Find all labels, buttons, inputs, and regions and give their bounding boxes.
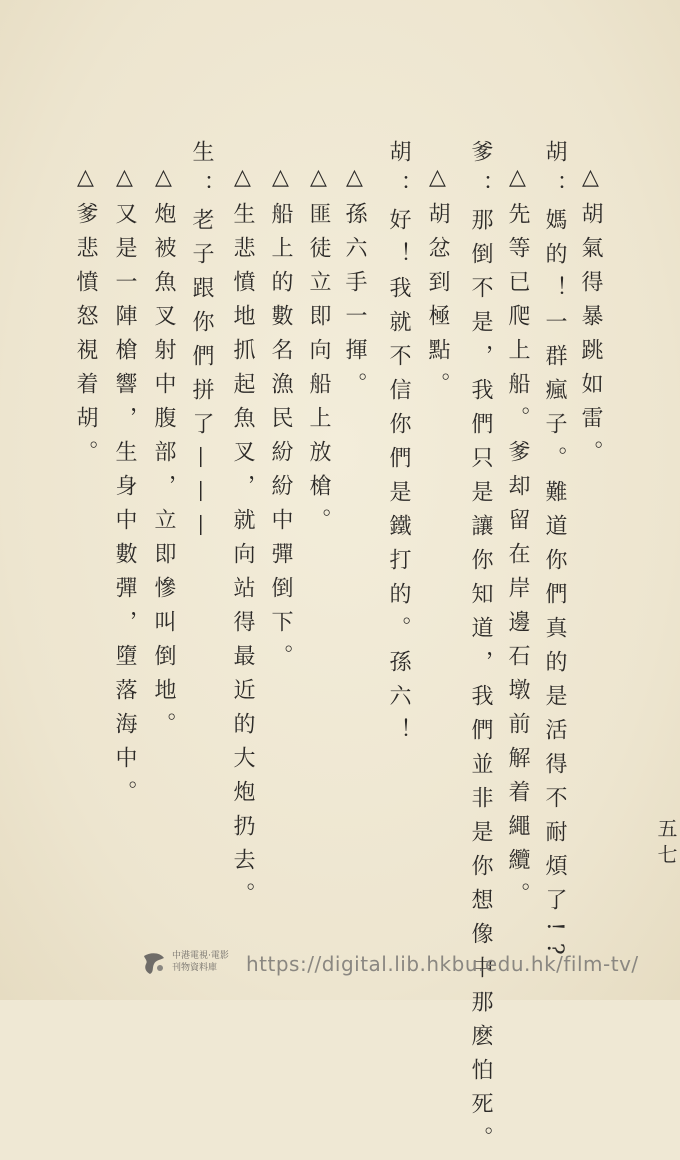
script-line-12: △炮被魚叉射中腹部，立即慘叫倒地。 (151, 165, 176, 746)
script-line-8: △匪徒立即向船上放槍。 (306, 165, 331, 542)
script-line-13: △又是一陣槍響，生身中數彈，墮落海中。 (112, 165, 137, 814)
script-line-10: △生悲憤地抓起魚叉，就向站得最近的大炮扔去。 (230, 165, 255, 916)
page-number: 五七 (654, 818, 678, 870)
script-line-9: △船上的數名漁民紛紛中彈倒下。 (268, 165, 293, 678)
script-line-3: △先等已爬上船。爹却留在岸邊石墩前解着繩纜。 (505, 165, 530, 916)
script-line-2: 胡：媽的！一群瘋子。難道你們真的是活得不耐煩了!? (542, 140, 567, 967)
script-line-5: △胡忿到極點。 (425, 165, 450, 406)
library-logo-icon (140, 950, 168, 978)
watermark-org: 中港電視·電影 刊物資料庫 (172, 951, 229, 973)
script-line-11: 生：老子跟你們拼了——— (189, 140, 214, 548)
script-line-14: △爹悲憤怒視着胡。 (73, 165, 98, 474)
script-line-4: 爹：那倒不是，我們只是讓你知道，我們並非是你想像中那麽怕死。 (468, 140, 493, 1160)
watermark-url[interactable]: https://digital.lib.hkbu.edu.hk/film-tv/ (246, 952, 639, 976)
script-line-1: △胡氣得暴跳如雷。 (578, 165, 603, 474)
script-line-6: 胡：好！我就不信你們是鐵打的。孫六！ (386, 140, 411, 752)
script-line-7: △孫六手一揮。 (342, 165, 367, 406)
